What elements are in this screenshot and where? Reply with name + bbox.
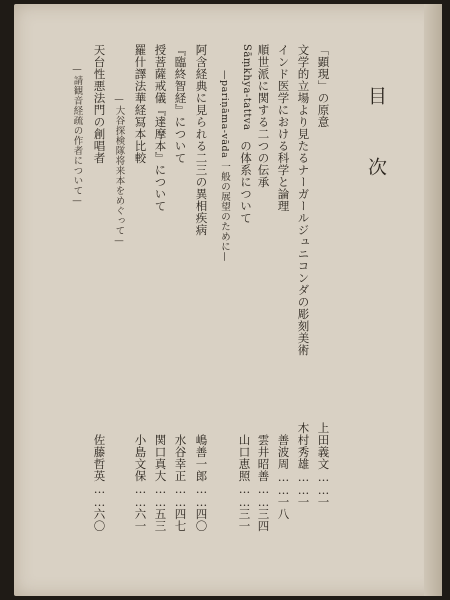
entry-page: 四〇 (194, 508, 209, 532)
entry-title: 『臨終智経』について (173, 44, 188, 164)
entry-title: 「顕現」の原意 (316, 44, 331, 128)
toc-entry-10-author: 佐藤哲英……六〇 (92, 434, 107, 532)
entry-title-latin: Sāṃkhya-tattva (241, 44, 252, 131)
toc-entry-4 (257, 44, 269, 188)
toc-entry-9-author: 小島文保……六一 (133, 434, 148, 532)
entry-title: 天台性悪法門の創唱者 (92, 44, 107, 164)
toc-entry-8-author: 関口真大……五三 (153, 434, 168, 532)
entry-title: 順世派に関する二つの伝承 (256, 44, 271, 188)
toc-title: 目次 (365, 86, 387, 228)
toc-entry-5 (238, 44, 254, 224)
entry-author: 上田義文 (316, 422, 331, 470)
entry-page: 一八 (276, 496, 291, 520)
toc-entry-2 (297, 44, 309, 356)
entry-title-rest: の体系について (239, 140, 253, 225)
entry-title: 授菩薩戒儀『達摩本』について (153, 44, 168, 212)
toc-entry-3-author: 善波周……一八 (276, 434, 291, 520)
entry-author: 嶋善一郎 (194, 434, 209, 482)
toc-entry-9 (134, 44, 146, 164)
toc-entry-5-author: 山口恵照……三一 (237, 434, 252, 532)
toc-subtitle-3: —請観音経疏の作者について— (71, 64, 83, 207)
entry-author: 木村秀雄 (296, 422, 311, 470)
toc-entry-6 (195, 44, 207, 236)
toc-entry-8 (154, 44, 166, 212)
entry-author: 山口恵照 (237, 434, 252, 482)
entry-page: 三四 (256, 508, 271, 532)
entry-page: 六一 (133, 508, 148, 532)
entry-title: インド医学における科学と論理 (276, 44, 291, 212)
toc-entry-7-author: 水谷幸正……四七 (173, 434, 188, 532)
entry-author: 関口真大 (153, 434, 168, 482)
toc-entry-10 (93, 44, 105, 164)
entry-title: 羅什譯法華経冩本比較 (133, 44, 148, 164)
entry-author: 佐藤哲英 (92, 434, 107, 482)
toc-subtitle-1: —pariṇāma-vāda 一般の展望のために— (219, 70, 230, 262)
toc-entry-6-author: 嶋善一郎……四〇 (194, 434, 209, 532)
toc-subtitle-2: —大谷探検隊将来本をめぐって— (113, 94, 125, 247)
entry-author: 善波周 (276, 434, 291, 470)
entry-author: 小島文保 (133, 434, 148, 482)
entry-page: 一 (316, 496, 331, 508)
entry-page: 六〇 (92, 508, 107, 532)
toc-entry-7 (174, 44, 186, 164)
entry-author: 雲井昭善 (256, 434, 271, 482)
entry-title: 文学的立場より見たるナーガールジュニコンダの彫刻美術 (296, 44, 311, 356)
entry-page: 五三 (153, 508, 168, 532)
entry-title: 阿含経典に見られる二三の異相疾病 (194, 44, 209, 236)
page-edge (424, 4, 442, 596)
entry-page: 一 (296, 496, 311, 508)
book-page (14, 4, 442, 596)
toc-entry-1-author: 上田義文……一 (316, 422, 331, 508)
entry-page: 三一 (237, 508, 252, 532)
entry-page: 四七 (173, 508, 188, 532)
toc-entry-3 (277, 44, 289, 212)
toc-entry-2-author: 木村秀雄……一 (296, 422, 311, 508)
toc-entry-4-author: 雲井昭善……三四 (256, 434, 271, 532)
entry-author: 水谷幸正 (173, 434, 188, 482)
toc-entry-1 (317, 44, 329, 128)
